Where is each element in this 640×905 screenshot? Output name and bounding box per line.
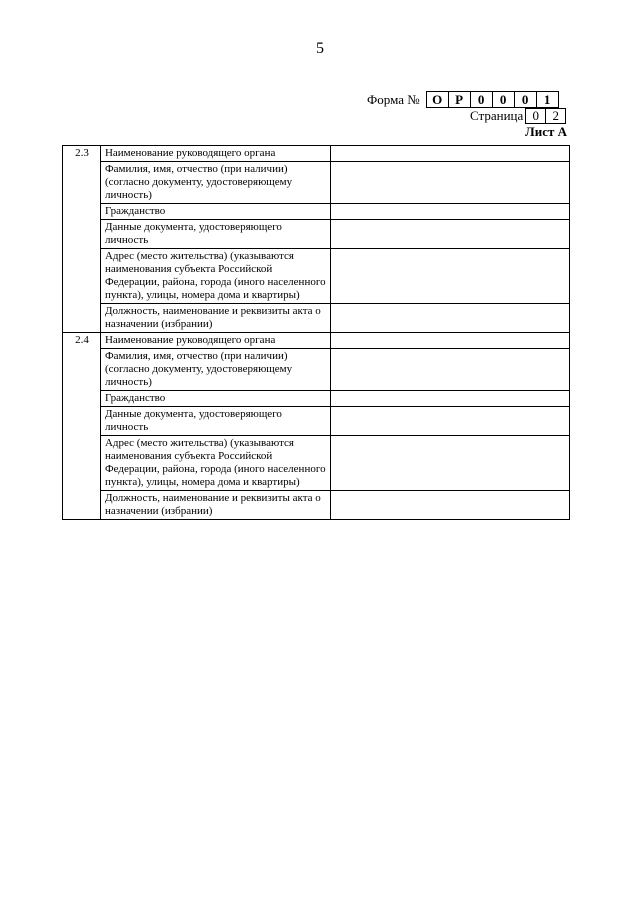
value-cell[interactable] — [330, 204, 569, 220]
sheet-label: Лист А — [525, 124, 567, 139]
form-digit: О — [427, 92, 449, 107]
section-number: 2.3 — [63, 146, 101, 333]
value-cell[interactable] — [330, 162, 569, 204]
value-cell[interactable] — [330, 436, 569, 491]
row-label: Гражданство — [100, 204, 330, 220]
page-digit: 0 — [526, 109, 546, 123]
form-digit: 0 — [493, 92, 515, 107]
table-row — [63, 333, 570, 349]
value-cell[interactable] — [330, 407, 569, 436]
page-indicator-row — [470, 108, 566, 124]
row-label: Гражданство — [100, 391, 330, 407]
table-row — [63, 249, 570, 304]
row-label: Наименование руководящего органа — [100, 333, 330, 349]
form-number-boxes — [426, 91, 559, 108]
row-label: Адрес (место жительства) (указываются наименования субъекта Российской Федерации, района, города (иного населенного пункта), улицы, номера дома и квартиры) — [100, 249, 330, 304]
row-label: Должность, наименование и реквизиты акта о назначении (избрании) — [100, 304, 330, 333]
table-row — [63, 220, 570, 249]
row-label: Фамилия, имя, отчество (при наличии) (согласно документу, удостоверяющему личность) — [100, 162, 330, 204]
value-cell[interactable] — [330, 391, 569, 407]
value-cell[interactable] — [330, 304, 569, 333]
page-indicator-label: Страница — [470, 108, 524, 123]
page-number: 5 — [316, 40, 324, 57]
row-label: Адрес (место жительства) (указываются наименования субъекта Российской Федерации, района, города (иного населенного пункта), улицы, номера дома и квартиры) — [100, 436, 330, 491]
form-digit: 0 — [515, 92, 537, 107]
row-label: Наименование руководящего органа — [100, 146, 330, 162]
value-cell[interactable] — [330, 220, 569, 249]
table-row — [63, 491, 570, 520]
form-digit: 1 — [543, 92, 551, 107]
form-digit: Р — [449, 92, 471, 107]
value-cell[interactable] — [330, 333, 569, 349]
table-row — [63, 436, 570, 491]
value-cell[interactable] — [330, 491, 569, 520]
table-row — [63, 146, 570, 162]
value-cell[interactable] — [330, 146, 569, 162]
table-row — [63, 349, 570, 391]
value-cell[interactable] — [330, 349, 569, 391]
table-row — [63, 204, 570, 220]
table-row — [63, 407, 570, 436]
row-label: Должность, наименование и реквизиты акта о назначении (избрании) — [100, 491, 330, 520]
row-label: Фамилия, имя, отчество (при наличии) (согласно документу, удостоверяющему личность) — [100, 349, 330, 391]
table-row — [63, 391, 570, 407]
row-label: Данные документа, удостоверяющего личность — [100, 407, 330, 436]
director-info-table — [62, 145, 570, 520]
form-number-label: Форма № — [367, 91, 420, 107]
page-indicator-boxes — [525, 108, 566, 124]
form-digit: 0 — [471, 92, 493, 107]
form-number-row — [367, 91, 559, 108]
value-cell[interactable] — [330, 249, 569, 304]
table-row — [63, 162, 570, 204]
page-digit: 2 — [552, 108, 560, 123]
row-label: Данные документа, удостоверяющего личность — [100, 220, 330, 249]
section-number: 2.4 — [63, 333, 101, 520]
table-row — [63, 304, 570, 333]
